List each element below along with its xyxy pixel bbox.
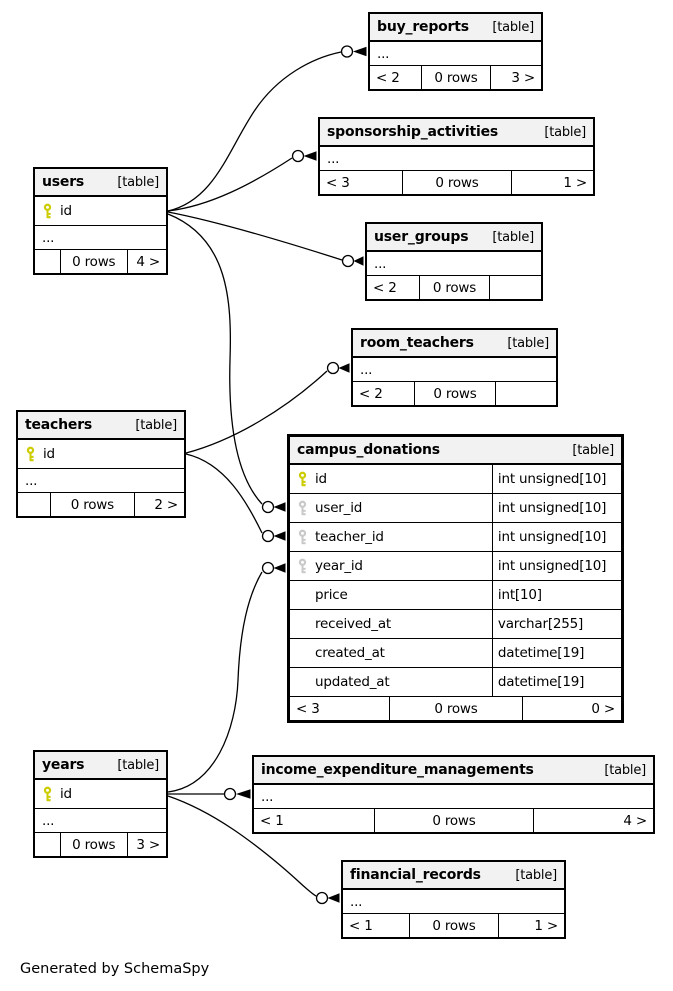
row-count: 0 rows: [402, 171, 511, 194]
endpoint-campus-user-id: [263, 502, 286, 513]
connector-users-buy-reports: [168, 52, 341, 211]
column-type: int unsigned[10]: [492, 523, 621, 551]
table-type-tag: [table]: [492, 19, 534, 35]
table-users[interactable]: [33, 167, 168, 275]
table-type-tag: [table]: [492, 229, 534, 245]
table-header: [35, 169, 166, 197]
table-years[interactable]: [33, 750, 168, 858]
endpoint-room-teachers: [328, 363, 350, 374]
columns-ellipsis-row: ...: [254, 785, 653, 809]
endpoint-income-expenditure-managements: [225, 789, 251, 800]
table-type-tag: [table]: [544, 124, 586, 140]
table-footer: [370, 66, 541, 89]
table-header: [353, 330, 556, 358]
table-header: [35, 752, 166, 780]
table-user-groups[interactable]: [365, 222, 543, 301]
table-type-tag: [table]: [117, 174, 159, 190]
parents-indicator: < 2: [359, 385, 383, 402]
column-type: int unsigned[10]: [492, 552, 621, 580]
column-name: received_at: [315, 616, 392, 632]
primary-key-icon: [297, 471, 308, 488]
children-indicator: 4 >: [127, 250, 166, 273]
children-indicator: 3 >: [127, 833, 166, 856]
table-buy-reports[interactable]: [368, 12, 543, 91]
columns-ellipsis-row: ...: [370, 42, 541, 66]
table-sponsorship-activities[interactable]: [318, 117, 595, 196]
table-room-teachers[interactable]: [351, 328, 558, 407]
columns-ellipsis-row: ...: [18, 469, 184, 493]
table-name: financial_records: [350, 867, 481, 883]
table-type-tag: [table]: [507, 335, 549, 351]
table-income-expenditure-managements[interactable]: [252, 755, 655, 834]
table-name: buy_reports: [377, 19, 469, 35]
table-footer: [254, 809, 653, 832]
column-name: id: [60, 203, 72, 219]
parents-indicator: < 3: [296, 700, 320, 717]
table-header: [343, 862, 564, 890]
parents-indicator: < 3: [326, 174, 350, 191]
column-row-created-at: [290, 639, 621, 668]
children-indicator: 0 >: [522, 697, 621, 720]
column-row-updated-at: [290, 668, 621, 697]
columns-ellipsis-row: ...: [367, 252, 541, 276]
foreign-key-icon: [297, 558, 308, 575]
table-name: room_teachers: [360, 335, 474, 351]
row-count: 0 rows: [414, 382, 495, 405]
endpoint-campus-teacher-id: [263, 531, 286, 542]
columns-ellipsis-row: ...: [35, 226, 166, 250]
endpoint-campus-year-id: [263, 563, 286, 574]
table-footer: [367, 276, 541, 299]
primary-key-icon: [25, 446, 36, 463]
table-footer: [18, 493, 184, 516]
endpoint-sponsorship-activities: [293, 151, 317, 162]
table-footer: [35, 250, 166, 273]
table-footer: [320, 171, 593, 194]
columns-ellipsis-row: ...: [353, 358, 556, 382]
foreign-key-icon: [297, 529, 308, 546]
foreign-key-icon: [297, 500, 308, 517]
table-header: [254, 757, 653, 785]
column-name: created_at: [315, 645, 385, 661]
parents-indicator: [35, 833, 60, 856]
table-header: [320, 119, 593, 147]
column-row-id: [35, 780, 166, 809]
column-row-year-id: [290, 552, 621, 581]
children-indicator: 3 >: [490, 66, 541, 89]
table-name: user_groups: [374, 229, 469, 245]
table-type-tag: [table]: [515, 867, 557, 883]
column-row-price: [290, 581, 621, 610]
parents-indicator: < 1: [260, 812, 284, 829]
table-campus-donations[interactable]: [287, 434, 624, 723]
table-name: years: [42, 757, 85, 773]
column-type: int[10]: [492, 581, 621, 609]
generator-credit: Generated by SchemaSpy: [20, 961, 210, 977]
primary-key-icon: [42, 786, 53, 803]
primary-key-icon: [42, 203, 53, 220]
table-footer: [290, 697, 621, 720]
row-count: 0 rows: [409, 914, 497, 937]
children-indicator: 1 >: [498, 914, 564, 937]
children-indicator: 4 >: [533, 809, 653, 832]
parents-indicator: [35, 250, 60, 273]
parents-indicator: [18, 493, 50, 516]
table-header: [370, 14, 541, 42]
columns-ellipsis-row: ...: [35, 809, 166, 833]
column-name: id: [43, 446, 55, 462]
children-indicator: [489, 276, 541, 299]
row-count: 0 rows: [60, 250, 127, 273]
table-name: campus_donations: [297, 442, 440, 458]
table-name: users: [42, 174, 85, 190]
column-name: year_id: [315, 558, 363, 574]
table-name: income_expenditure_managements: [261, 762, 534, 778]
parents-indicator: < 1: [349, 917, 373, 934]
column-type: datetime[19]: [492, 639, 621, 667]
column-name: price: [315, 587, 348, 603]
endpoint-buy-reports: [342, 46, 367, 57]
column-row-user-id: [290, 494, 621, 523]
children-indicator: 1 >: [511, 171, 593, 194]
column-name: user_id: [315, 500, 363, 516]
parents-indicator: < 2: [373, 279, 397, 296]
connector-years-campus-donations: [168, 572, 262, 792]
row-count: 0 rows: [419, 276, 489, 299]
column-name: id: [315, 471, 327, 487]
connector-users-user-groups: [168, 212, 342, 260]
table-type-tag: [table]: [572, 442, 614, 458]
table-footer: [343, 914, 564, 937]
table-footer: [353, 382, 556, 405]
endpoint-financial-records: [317, 893, 340, 904]
column-row-received-at: [290, 610, 621, 639]
table-type-tag: [table]: [604, 762, 646, 778]
endpoint-user-groups: [343, 256, 364, 267]
table-type-tag: [table]: [135, 417, 177, 433]
column-type: datetime[19]: [492, 668, 621, 696]
column-name: id: [60, 786, 72, 802]
table-header: [18, 412, 184, 440]
row-count: 0 rows: [60, 833, 127, 856]
children-indicator: [495, 382, 556, 405]
column-row-id: [35, 197, 166, 226]
row-count: 0 rows: [421, 66, 489, 89]
table-name: sponsorship_activities: [327, 124, 498, 140]
table-type-tag: [table]: [117, 757, 159, 773]
row-count: 0 rows: [374, 809, 534, 832]
table-teachers[interactable]: [16, 410, 186, 518]
column-row-id: [290, 465, 621, 494]
column-name: updated_at: [315, 674, 390, 690]
row-count: 0 rows: [389, 697, 521, 720]
table-footer: [35, 833, 166, 856]
column-row-teacher-id: [290, 523, 621, 552]
columns-ellipsis-row: ...: [343, 890, 564, 914]
column-row-id: [18, 440, 184, 469]
column-type: int unsigned[10]: [492, 465, 621, 493]
row-count: 0 rows: [50, 493, 135, 516]
parents-indicator: < 2: [376, 69, 400, 86]
table-header: [367, 224, 541, 252]
table-financial-records[interactable]: [341, 860, 566, 939]
column-type: varchar[255]: [492, 610, 621, 638]
table-header: [290, 437, 621, 465]
columns-ellipsis-row: ...: [320, 147, 593, 171]
table-name: teachers: [25, 417, 93, 433]
children-indicator: 2 >: [134, 493, 184, 516]
column-type: int unsigned[10]: [492, 494, 621, 522]
column-name: teacher_id: [315, 529, 384, 545]
connector-teachers-campus-donations: [186, 454, 262, 533]
